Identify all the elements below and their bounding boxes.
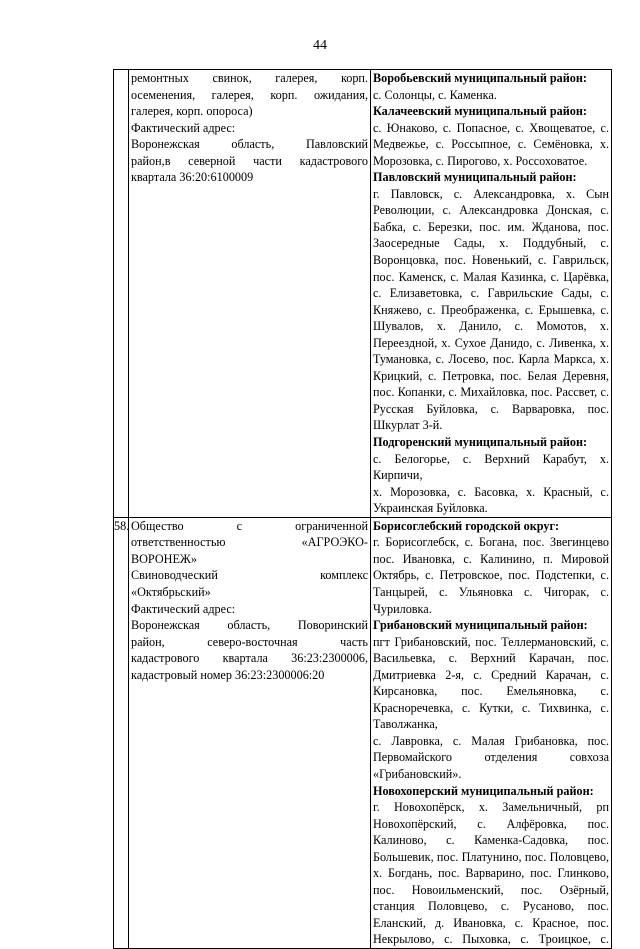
text-line: Васильевка, с. Верхний Карачан, пос. (373, 651, 609, 666)
text-line: Морозовка, с. Пирогово, х. Россоховатое. (373, 153, 588, 168)
table-row (114, 517, 612, 948)
text-line: г. Новохопёрск, х. Замельничный, рп (373, 800, 609, 815)
district-heading: Калачеевский муниципальный район: (373, 104, 587, 119)
text-line: Тумановка, с. Лосево, пос. Карла Маркса, х. (373, 352, 609, 367)
text-line: Княжево, с. Преображенка, с. Ерышевка, с. (373, 302, 609, 317)
text-line: кадастровый номер 36:23:2300006:20 (131, 667, 325, 682)
text-line: кадастрового квартала 36:23:2300006, (131, 651, 368, 666)
district-heading: Воробьевский муниципальный район: (373, 71, 587, 85)
text-line: район,в северной части кадастрового (131, 153, 368, 168)
text-line: Заосередные Сады, х. Поддубный, с. (373, 236, 609, 251)
table-row (114, 70, 612, 518)
text-line: ответственностью «АГРОЭКО- (131, 535, 368, 550)
text-line: Переездной, х. Сухое Данидо, с. Ливенка, х. (373, 335, 609, 350)
text-line: Еланский, д. Ивановка, с. Красное, пос. (373, 915, 609, 930)
text-line: «Грибановский». (373, 766, 462, 781)
text-line: Кирсановка, пос. Емельяновка, с. (373, 684, 609, 699)
text-line: х. Богдань, пос. Варварино, пос. Глинково, (373, 866, 609, 881)
page-number: 44 (313, 38, 327, 53)
text-line: Калиново, с. Каменка-Садовка, пос. (373, 833, 609, 848)
text-line: пос. Каменск, с. Малая Казинка, с. Царёвка, (373, 269, 609, 284)
text-line: Фактический адрес: (131, 601, 236, 616)
text-line: Таволжанка, (373, 717, 438, 732)
text-line: с. Елизаветовка, с. Гаврильские Сады, с. (373, 286, 609, 301)
settlements-table (113, 69, 612, 949)
text-line: Шувалов, х. Данило, с. Момотов, х. (373, 319, 609, 334)
row-number: 58. (114, 517, 129, 948)
settlements-cell (371, 70, 612, 518)
text-line: х. Морозовка, с. Басовка, х. Красный, с. (373, 484, 609, 499)
text-line: Некрылово, с. Пыховка, с. Троицкое, с. (373, 932, 609, 947)
text-line: «Октябрьский» (131, 584, 211, 599)
text-line: г. Борисоглебск, с. Богана, пос. Звегинцево (373, 535, 609, 550)
district-heading: Павловский муниципальный район: (373, 170, 577, 185)
text-line: Большевик, пос. Платунино, пос. Половцево, (373, 849, 609, 864)
text-line: Воронцовка, пос. Новенький, с. Гаврильск, (373, 253, 609, 268)
text-line: г. Павловск, с. Александровка, х. Сын (373, 186, 609, 201)
text-line: Революции, с. Александровка Донская, с. (373, 203, 609, 218)
text-line: район, северо-восточная часть (131, 634, 368, 649)
text-line: Медвежье, с. Россыпное, с. Семёновка, х. (373, 137, 609, 152)
district-heading: Борисоглебский городской округ: (373, 518, 560, 533)
text-line: Красноречевка, с. Кутки, с. Тихвинка, с. (373, 700, 609, 715)
text-line: Воронежская область, Поворинский (131, 618, 368, 633)
text-line: ремонтных свинок, галерея, корп. (131, 71, 368, 85)
text-line: с. Юнаково, с. Попасное, с. Хвощеватое, с. (373, 120, 609, 135)
text-line: Воронежская область, Павловский (131, 137, 368, 152)
text-line: с. Солонцы, с. Каменка. (373, 87, 497, 102)
text-line: пос. Ивановка, с. Калинино, п. Мировой (373, 551, 609, 566)
text-line: Фактический адрес: (131, 120, 236, 135)
text-line: с. Белогорье, с. Верхний Карабут, х. Кирпичи, (373, 451, 609, 483)
text-line: ВОРОНЕЖ» (131, 551, 197, 566)
text-line: Первомайского отделения совхоза (373, 750, 609, 765)
text-line: станция Половцево, с. Русаново, пос. (373, 899, 609, 914)
text-line: квартала 36:20:6100009 (131, 170, 254, 185)
text-line: галерея, корп. опороса) (131, 104, 253, 119)
text-line: Общество с ограниченной (131, 518, 368, 533)
text-line: Новохопёрский, с. Алфёровка, пос. (373, 816, 609, 831)
facility-cell (129, 517, 371, 948)
district-heading: Новохоперский муниципальный район: (373, 783, 594, 798)
text-line: Украинская Буйловка. (373, 501, 488, 516)
district-heading: Грибановский муниципальный район: (373, 618, 588, 633)
text-line: с. Лавровка, с. Малая Грибановка, пос. (373, 733, 609, 748)
text-line: Дмитриевка 2-я, с. Средний Карачан, с. (373, 667, 609, 682)
text-line: Свиноводческий комплекс (131, 568, 368, 583)
text-line: Русская Буйловка, с. Варваровка, пос. (373, 401, 609, 416)
district-heading: Подгоренский муниципальный район: (373, 435, 588, 450)
text-line: осеменения, галерея, корп. ожидания, (131, 87, 368, 102)
text-line: Шкурлат 3-й. (373, 418, 443, 433)
row-number (114, 70, 129, 518)
text-line: Танцырей, с. Ульяновка с. Чигорак, с. (373, 584, 609, 599)
settlements-cell (371, 517, 612, 948)
facility-cell (129, 70, 371, 518)
text-line: пос. Новоильменский, пос. Озёрный, (373, 882, 609, 897)
text-line: пос. Копанки, с. Михайловка, пос. Рассвет, с. (373, 385, 609, 400)
text-line: Чуриловка. (373, 601, 432, 616)
text-line: Октябрь, с. Петровское, пос. Подстепки, с. (373, 568, 609, 583)
text-line: Бабка, с. Березки, пос. им. Жданова, пос. (373, 219, 609, 234)
text-line: Крицкий, с. Петровка, пос. Белая Деревня, (373, 368, 609, 383)
text-line: пгт Грибановский, пос. Теллермановский, с. (373, 634, 609, 649)
